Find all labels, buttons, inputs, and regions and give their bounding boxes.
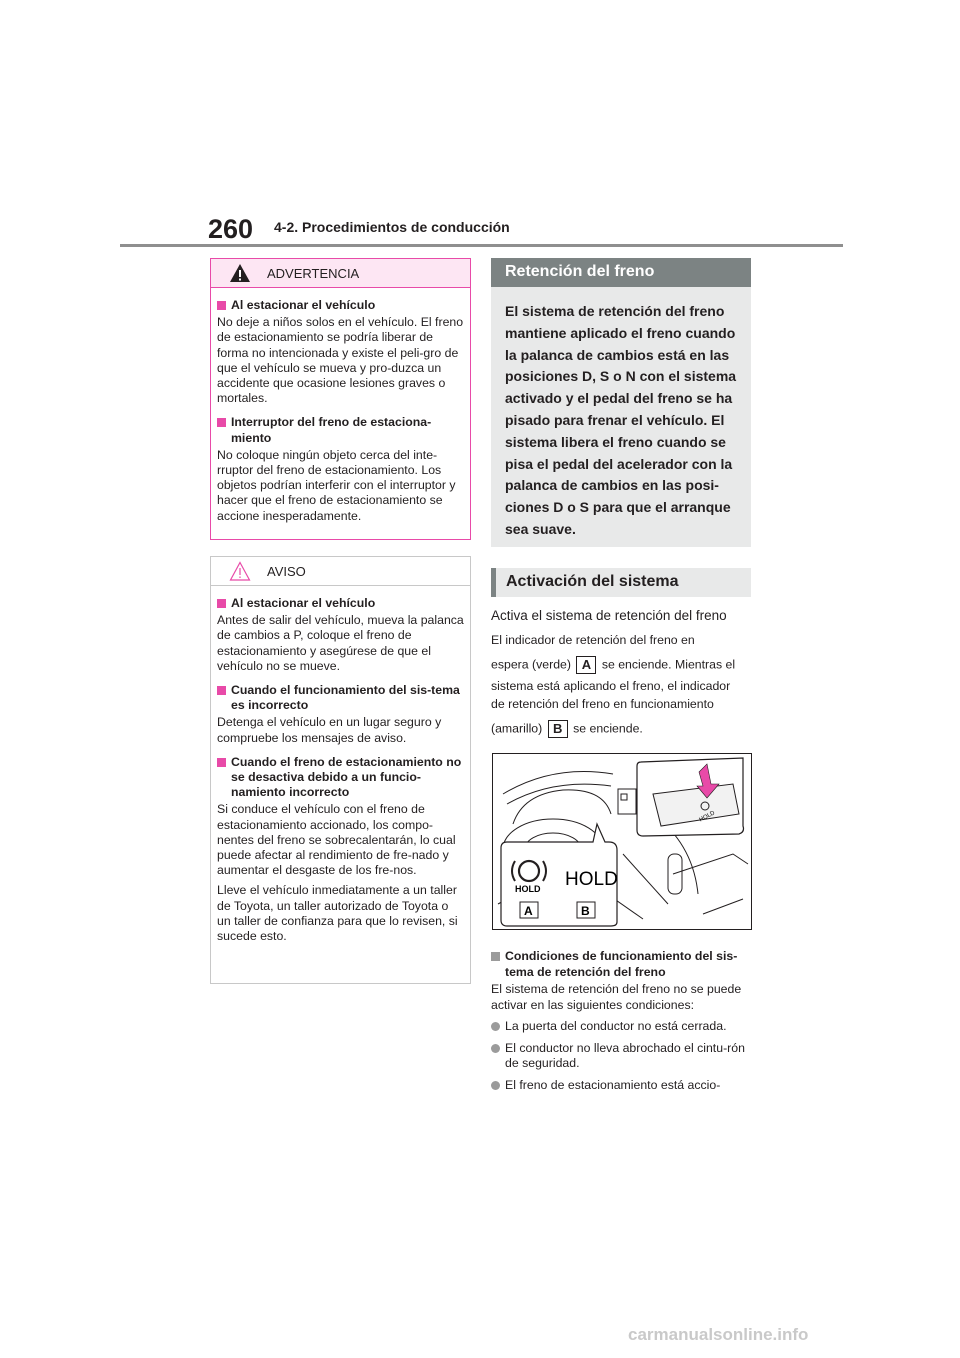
warning-box: [210, 258, 471, 540]
notice-header: [211, 557, 470, 586]
list-item: El conductor no lleva abrochado el cintu-rón de seguridad.: [491, 1041, 753, 1072]
brake-hold-summary-box: [491, 287, 751, 547]
notice-item-heading: Cuando el freno de estacionamiento no se desactiva debido a un funcio-namiento incorrecto: [217, 755, 464, 801]
brake-hold-header: [491, 258, 751, 287]
section-title: 4-2. Procedimientos de conducción: [274, 219, 510, 235]
callout-b-label: B: [548, 720, 568, 738]
conditions-section: [491, 949, 753, 1093]
indicator-a-text: HOLD: [515, 884, 541, 894]
warning-title: ADVERTENCIA: [267, 266, 360, 281]
warning-item-text: No coloque ningún objeto cerca del inte-rruptor del freno de estacionamiento. Los objetos podrían interferir con el interruptor y hacer que el freno de estacionamiento se accione inesperadamente.: [217, 447, 456, 523]
indicator-b-text: HOLD: [565, 869, 618, 890]
activation-text: de retención del freno en funcionamiento: [491, 697, 714, 711]
activation-text: (amarillo): [491, 721, 543, 736]
warning-item-heading: Al estacionar el vehículo: [217, 298, 464, 313]
activation-text-line: [491, 656, 753, 674]
warning-header: [211, 259, 470, 288]
activation-text-line: [491, 720, 753, 738]
brake-hold-illustration: [492, 753, 752, 930]
notice-title: AVISO: [267, 564, 306, 579]
activation-text: se enciende. Mientras el: [601, 657, 736, 672]
warning-item-heading: Interruptor del freno de estaciona-miento: [217, 415, 464, 445]
switch-label: HOLD: [698, 810, 717, 824]
illustration-callout-a: A: [524, 904, 533, 918]
brake-hold-summary: El sistema de retención del freno mantiene aplicado el freno cuando la palanca de cambios está en las posiciones D, S o N con el sistema activado y el pedal del freno se ha pisado para frenar el vehículo. El sistema libera el freno cuando se pisa el pedal del acelerador con la palanca de cambios en las posi-ciones D o S para que el arranque sea suave.: [505, 303, 737, 537]
notice-item-text: Detenga el vehículo en un lugar seguro y compruebe los mensajes de aviso.: [217, 715, 442, 745]
warning-item-text: No deje a niños solos en el vehículo. El freno de estacionamiento se podría liberar de forma no intencionada y existe el peli-gro de que el vehículo se mueva y pro-duzca un accidente que ocasione lesiones graves o mortales.: [217, 315, 464, 406]
notice-item-text: Lleve el vehículo inmediatamente a un taller de Toyota, un taller autorizado de Toyota o un taller de confianza para que lo revisen, si sucede esto.: [217, 883, 458, 944]
brake-hold-title: Retención del freno: [505, 263, 655, 280]
conditions-intro: El sistema de retención del freno no se puede activar en las siguientes condiciones:: [491, 982, 742, 1012]
callout-a-label: A: [576, 656, 596, 674]
dashboard-drawing: [493, 754, 751, 929]
activation-lead: Activa el sistema de retención del freno: [491, 608, 727, 623]
illustration-callout-b: B: [581, 904, 590, 918]
watermark: carmanualsonline.info: [628, 1325, 809, 1344]
notice-item-text: Si conduce el vehículo con el freno de estacionamiento accionado, los compo-nentes del freno se sobrecalentarán, lo cual puede afectar al rendimiento de fre-nado y aumentar el desgaste de los fre-nos.: [217, 802, 456, 878]
activation-header: [491, 568, 751, 597]
page-number: 260: [208, 214, 254, 244]
notice-item-heading: Al estacionar el vehículo: [217, 596, 464, 611]
caution-triangle-icon: [229, 561, 251, 581]
notice-item-heading: Cuando el funcionamiento del sis-tema es incorrecto: [217, 683, 464, 713]
activation-text: El indicador de retención del freno en: [491, 633, 695, 647]
header-rule: [120, 244, 843, 247]
conditions-heading: Condiciones de funcionamiento del sis-tema de retención del freno: [491, 949, 753, 980]
activation-text: espera (verde): [491, 657, 571, 672]
activation-text: se enciende.: [573, 721, 643, 736]
list-item: La puerta del conductor no está cerrada.: [491, 1019, 753, 1035]
warning-triangle-icon: [229, 263, 251, 283]
notice-item-text: Antes de salir del vehículo, mueva la palanca de cambios a P, coloque el freno de estacionamiento y asegúrese de que el vehículo no se mueve.: [217, 613, 464, 673]
activation-text: sistema está aplicando el freno, el indicador: [491, 679, 731, 693]
notice-box: [210, 556, 471, 984]
list-item: El freno de estacionamiento está accio-: [491, 1078, 753, 1094]
activation-title: Activación del sistema: [506, 573, 679, 590]
